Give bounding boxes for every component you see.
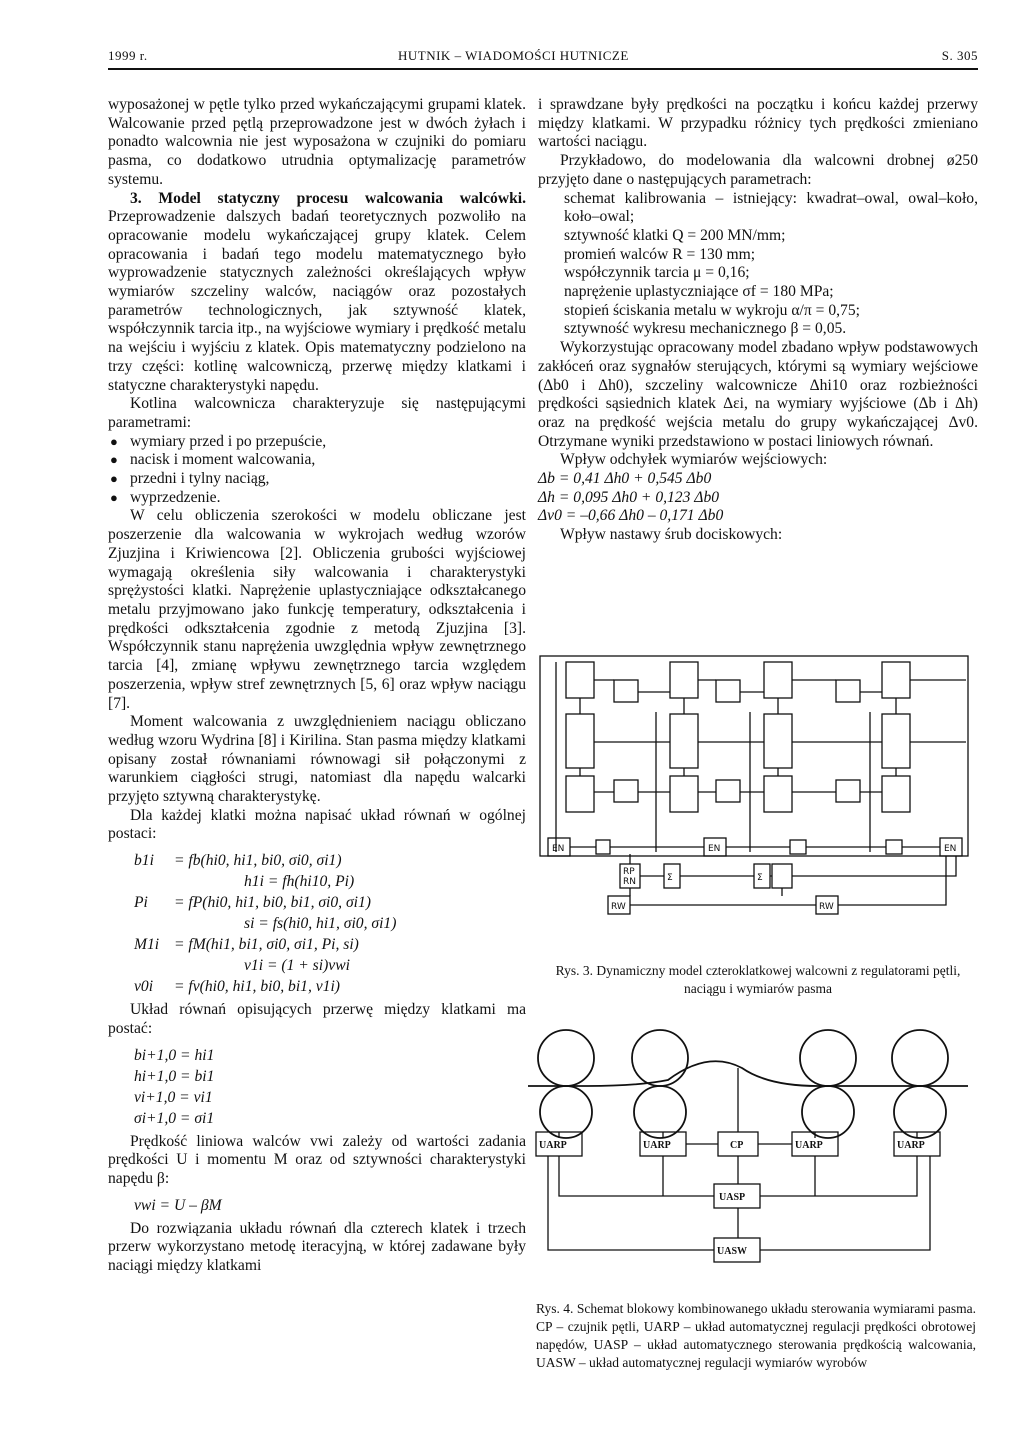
figure-3-caption: Rys. 3. Dynamiczny model czteroklatkowej walcowni z regulatorami pętli, naciągu i wymiarów pasma xyxy=(555,963,961,996)
label-en: EN xyxy=(708,844,721,854)
interstand-block xyxy=(836,780,860,802)
equation-row: σi+1,0 = σi1 xyxy=(134,1109,215,1127)
interstand-block xyxy=(716,680,740,702)
equation-row: Pi = fP(hi0, hi1, bi0, bi1, σi0, σi1) xyxy=(134,894,371,912)
switch-block xyxy=(886,840,902,854)
paragraph: Przykładowo, do modelowania dla walcowni drobnej ø250 przyjęto dane o następujących parametrach: xyxy=(538,152,978,188)
label-rw: RW xyxy=(611,902,626,912)
stand-block xyxy=(764,776,792,812)
equation-drive: vwi = U – βM xyxy=(134,1196,222,1214)
equation-row: hi+1,0 = bi1 xyxy=(134,1067,215,1085)
roll-circle xyxy=(540,1086,592,1138)
label-en: EN xyxy=(552,844,565,854)
stand-block xyxy=(882,662,910,698)
label-sum: Σ xyxy=(667,873,673,883)
figure-4-caption: Rys. 4. Schemat blokowy kombinowanego układu sterowania wymiarami pasma. CP – czujnik pętli, UARP – układ automatycznej regulacji prędkości obrotowej napędów, UASP – układ automatycznego sterowania prędkością walcowania, UASW – układ automatycznej regulacji wymiarów wyrobów xyxy=(536,1301,976,1370)
parameter: naprężenie uplastyczniające σf = 180 MPa; xyxy=(564,283,834,301)
equation-row: vi+1,0 = vi1 xyxy=(134,1088,213,1106)
header-journal: HUTNIK – WIADOMOŚCI HUTNICZE xyxy=(398,48,629,63)
interstand-block xyxy=(614,780,638,802)
label-sum: Σ xyxy=(757,873,763,883)
parameter: schemat kalibrowania – istniejący: kwadrat–owal, owal–koło, koło–owal; xyxy=(564,189,978,226)
left-column xyxy=(108,96,526,1276)
list-item: ● wymiary przed i po przepuście, xyxy=(108,433,526,452)
equation-row: si = fs(hi0, hi1, σi0, σi1) xyxy=(244,915,397,933)
outer-frame xyxy=(540,656,968,856)
paragraph: W celu obliczenia szerokości w modelu obliczane jest poszerzenie dla walcowania w wykrojach według wzorów Zjuzjina i Kriwiencowa [2]. Obliczenia grubości wyjściowej wymagają określenia siły walcowania i charakterystyki sprężystości klatki. Naprężenie uplastyczniające odkształcanego metalu przyjmowano jako funkcję temperatury, odkształcenia i prędkości odkształcenia zgodnie z metodą Zjuzjina [3]. Współczynnik stanu naprężenia uwzględnia wpływ zewnętrznego tarcia [4], zmianę wpływu zewnętrznego tarcia względem poszerzenia, wpływ stref zewnętrznych [5, 6] oraz wpływ naciągu [7]. xyxy=(108,507,526,712)
running-header xyxy=(108,44,978,68)
roll-circle xyxy=(894,1086,946,1138)
figure-4-block-diagram xyxy=(528,1020,968,1280)
parameter: stopień ściskania metalu w wykroju α/π = 0,75; xyxy=(564,301,860,319)
stand-block xyxy=(670,662,698,698)
parameter: sztywność wykresu mechanicznego β = 0,05. xyxy=(564,320,847,338)
uarp-label: UARP xyxy=(539,1140,567,1151)
equation-row: M1i = fM(hi1, bi1, σi0, σi1, Pi, si) xyxy=(134,936,359,954)
header-page: S. 305 xyxy=(941,48,978,63)
uarp-label: UARP xyxy=(897,1140,925,1151)
regulator-block xyxy=(772,864,792,888)
stand-block xyxy=(882,714,910,768)
label-rw: RW xyxy=(819,902,834,912)
equation-block xyxy=(134,1045,526,1129)
uasw-label: UASW xyxy=(717,1246,748,1257)
uarp-label: UARP xyxy=(795,1140,823,1151)
roll-circle xyxy=(800,1030,856,1086)
paragraph: Układ równań opisujących przerwę między klatkami ma postać: xyxy=(108,1001,526,1037)
stand-block xyxy=(764,714,792,768)
paragraph: Do rozwiązania układu równań dla czterech klatek i trzech przerw wykorzystano metodę iteracyjną, w której zadawane były naciągi między klatkami xyxy=(108,1219,526,1275)
equation-row: h1i = fh(hi10, Pi) xyxy=(244,873,355,891)
parameter-list xyxy=(538,190,978,340)
label-rp: RP xyxy=(623,867,635,877)
equation-row: Δb = 0,41 Δh0 + 0,545 Δb0 xyxy=(538,470,712,488)
label-en: EN xyxy=(944,844,957,854)
label-rn: RN xyxy=(623,877,636,887)
equation-row: bi+1,0 = hi1 xyxy=(134,1046,215,1064)
list-item: ● wyprzedzenie. xyxy=(108,489,526,508)
equation-row: b1i = fb(hi0, hi1, bi0, σi0, σi1) xyxy=(134,852,342,870)
stand-block xyxy=(670,776,698,812)
paragraph: Wpływ nastawy śrub dociskowych: xyxy=(560,526,783,544)
equation-row: v0i = fv(hi0, hi1, bi0, bi1, v1i) xyxy=(134,978,341,996)
parameter: sztywność klatki Q = 200 MN/mm; xyxy=(564,226,786,244)
paragraph: Prędkość liniowa walców vwi zależy od wartości zadania prędkości U i momentu M oraz od sztywności charakterystyki napędu β: xyxy=(108,1132,526,1187)
stand-block xyxy=(566,776,594,812)
section-title: 3. Model statyczny procesu walcowania walcówki. xyxy=(130,189,526,207)
bullet-list xyxy=(108,433,526,508)
paragraph: Wykorzystując opracowany model zbadano wpływ podstawowych zakłóceń oraz sygnałów sterujących, którymi są wymiary wejściowe (Δb0 i Δh0), szczeliny walcownicze Δhi10 oraz rozbieżności prędkości sąsiednich klatek Δεi, na wymiary wyjściowe (Δb i Δh) oraz na prędkość wejścia metalu do grupy wykańczającej Δv0. Otrzymane wyniki przedstawiono w postaci liniowych równań. xyxy=(538,339,978,450)
header-year: 1999 r. xyxy=(108,48,148,63)
equation-row: v1i = (1 + si)vwi xyxy=(244,957,350,975)
paragraph: wyposażonej w pętle tylko przed wykańczającymi grupami klatek. Walcowanie przed pętlą przeprowadzone jest w dwóch żyłach i ponadto walcownia nie jest wyposażona w czujniki do pomiaru pasma, co dodatkowo utrudnia optymalizację parametrów systemu. xyxy=(108,96,526,188)
roll-circle xyxy=(538,1030,594,1086)
right-column xyxy=(538,96,978,545)
stand-block xyxy=(882,776,910,812)
interstand-block xyxy=(836,680,860,702)
stand-block xyxy=(670,714,698,768)
equation-row: Δh = 0,095 Δh0 + 0,123 Δb0 xyxy=(538,488,720,506)
paragraph: Dla każdej klatki można napisać układ równań w ogólnej postaci: xyxy=(108,806,526,843)
parameter: współczynnik tarcia μ = 0,16; xyxy=(564,264,750,282)
roll-circle xyxy=(632,1030,688,1086)
stand-block xyxy=(566,662,594,698)
paragraph: Kotlina walcownicza charakteryzuje się następującymi parametrami: xyxy=(108,395,526,431)
uarp-label: UARP xyxy=(643,1140,671,1151)
switch-block xyxy=(596,840,610,854)
stand-block xyxy=(764,662,792,698)
list-item: ● nacisk i moment walcowania, xyxy=(108,451,526,470)
paragraph: Wpływ odchyłek wymiarów wejściowych: xyxy=(560,451,828,469)
list-item: ● przedni i tylny naciąg, xyxy=(108,470,526,489)
equation-block xyxy=(538,470,978,526)
roll-circle xyxy=(892,1030,948,1086)
stand-block xyxy=(566,714,594,768)
switch-block xyxy=(790,840,806,854)
header-rule xyxy=(108,68,978,70)
roll-circle xyxy=(802,1086,854,1138)
paragraph: Moment walcowania z uwzględnieniem naciągu obliczano według wzoru Wydrina [8] i Kirilina. Stan pasma między klatkami opisany został równaniami równowagi sił połączonymi z warunkiem ciągłości strugi, natomiast dla napędu walcarki przyjęto sztywną charakterystykę. xyxy=(108,713,526,806)
figure-3-dynamic-model xyxy=(536,652,976,922)
paragraph: i sprawdzane były prędkości na początku i końcu każdej przerwy między klatkami. W przypadku różnicy tych prędkości zmieniano wartości naciągu. xyxy=(538,96,978,151)
parameter: promień walców R = 130 mm; xyxy=(564,245,756,263)
uasp-label: UASP xyxy=(719,1192,746,1203)
interstand-block xyxy=(614,680,638,702)
cp-label: CP xyxy=(730,1140,744,1151)
section-text: Przeprowadzenie dalszych badań teoretycznych pozwoliło na opracowanie modelu wykańczającej grupy klatek. Celem opracowania i badań tego modelu matematycznego było wyprowadzenie statycznych zależności określających wpływ wymiarów szczeliny walców, naciągów oraz pozostałych parametrów technologicznych, jak sztywność klatek, współczynnik tarcia itp., na wyjściowe wymiary i prędkość metalu na wejściu i wyjściu z klatek. Opis matematyczny podzielono na trzy części: kotlinę walcowniczą, przerwę między klatkami i statyczne charakterystyki napędu. xyxy=(108,208,526,394)
equation-row: Δv0 = –0,66 Δh0 – 0,171 Δb0 xyxy=(538,507,724,525)
section-paragraph xyxy=(108,190,526,396)
roll-circle xyxy=(634,1086,686,1138)
equation-block xyxy=(134,850,526,997)
interstand-block xyxy=(716,780,740,802)
